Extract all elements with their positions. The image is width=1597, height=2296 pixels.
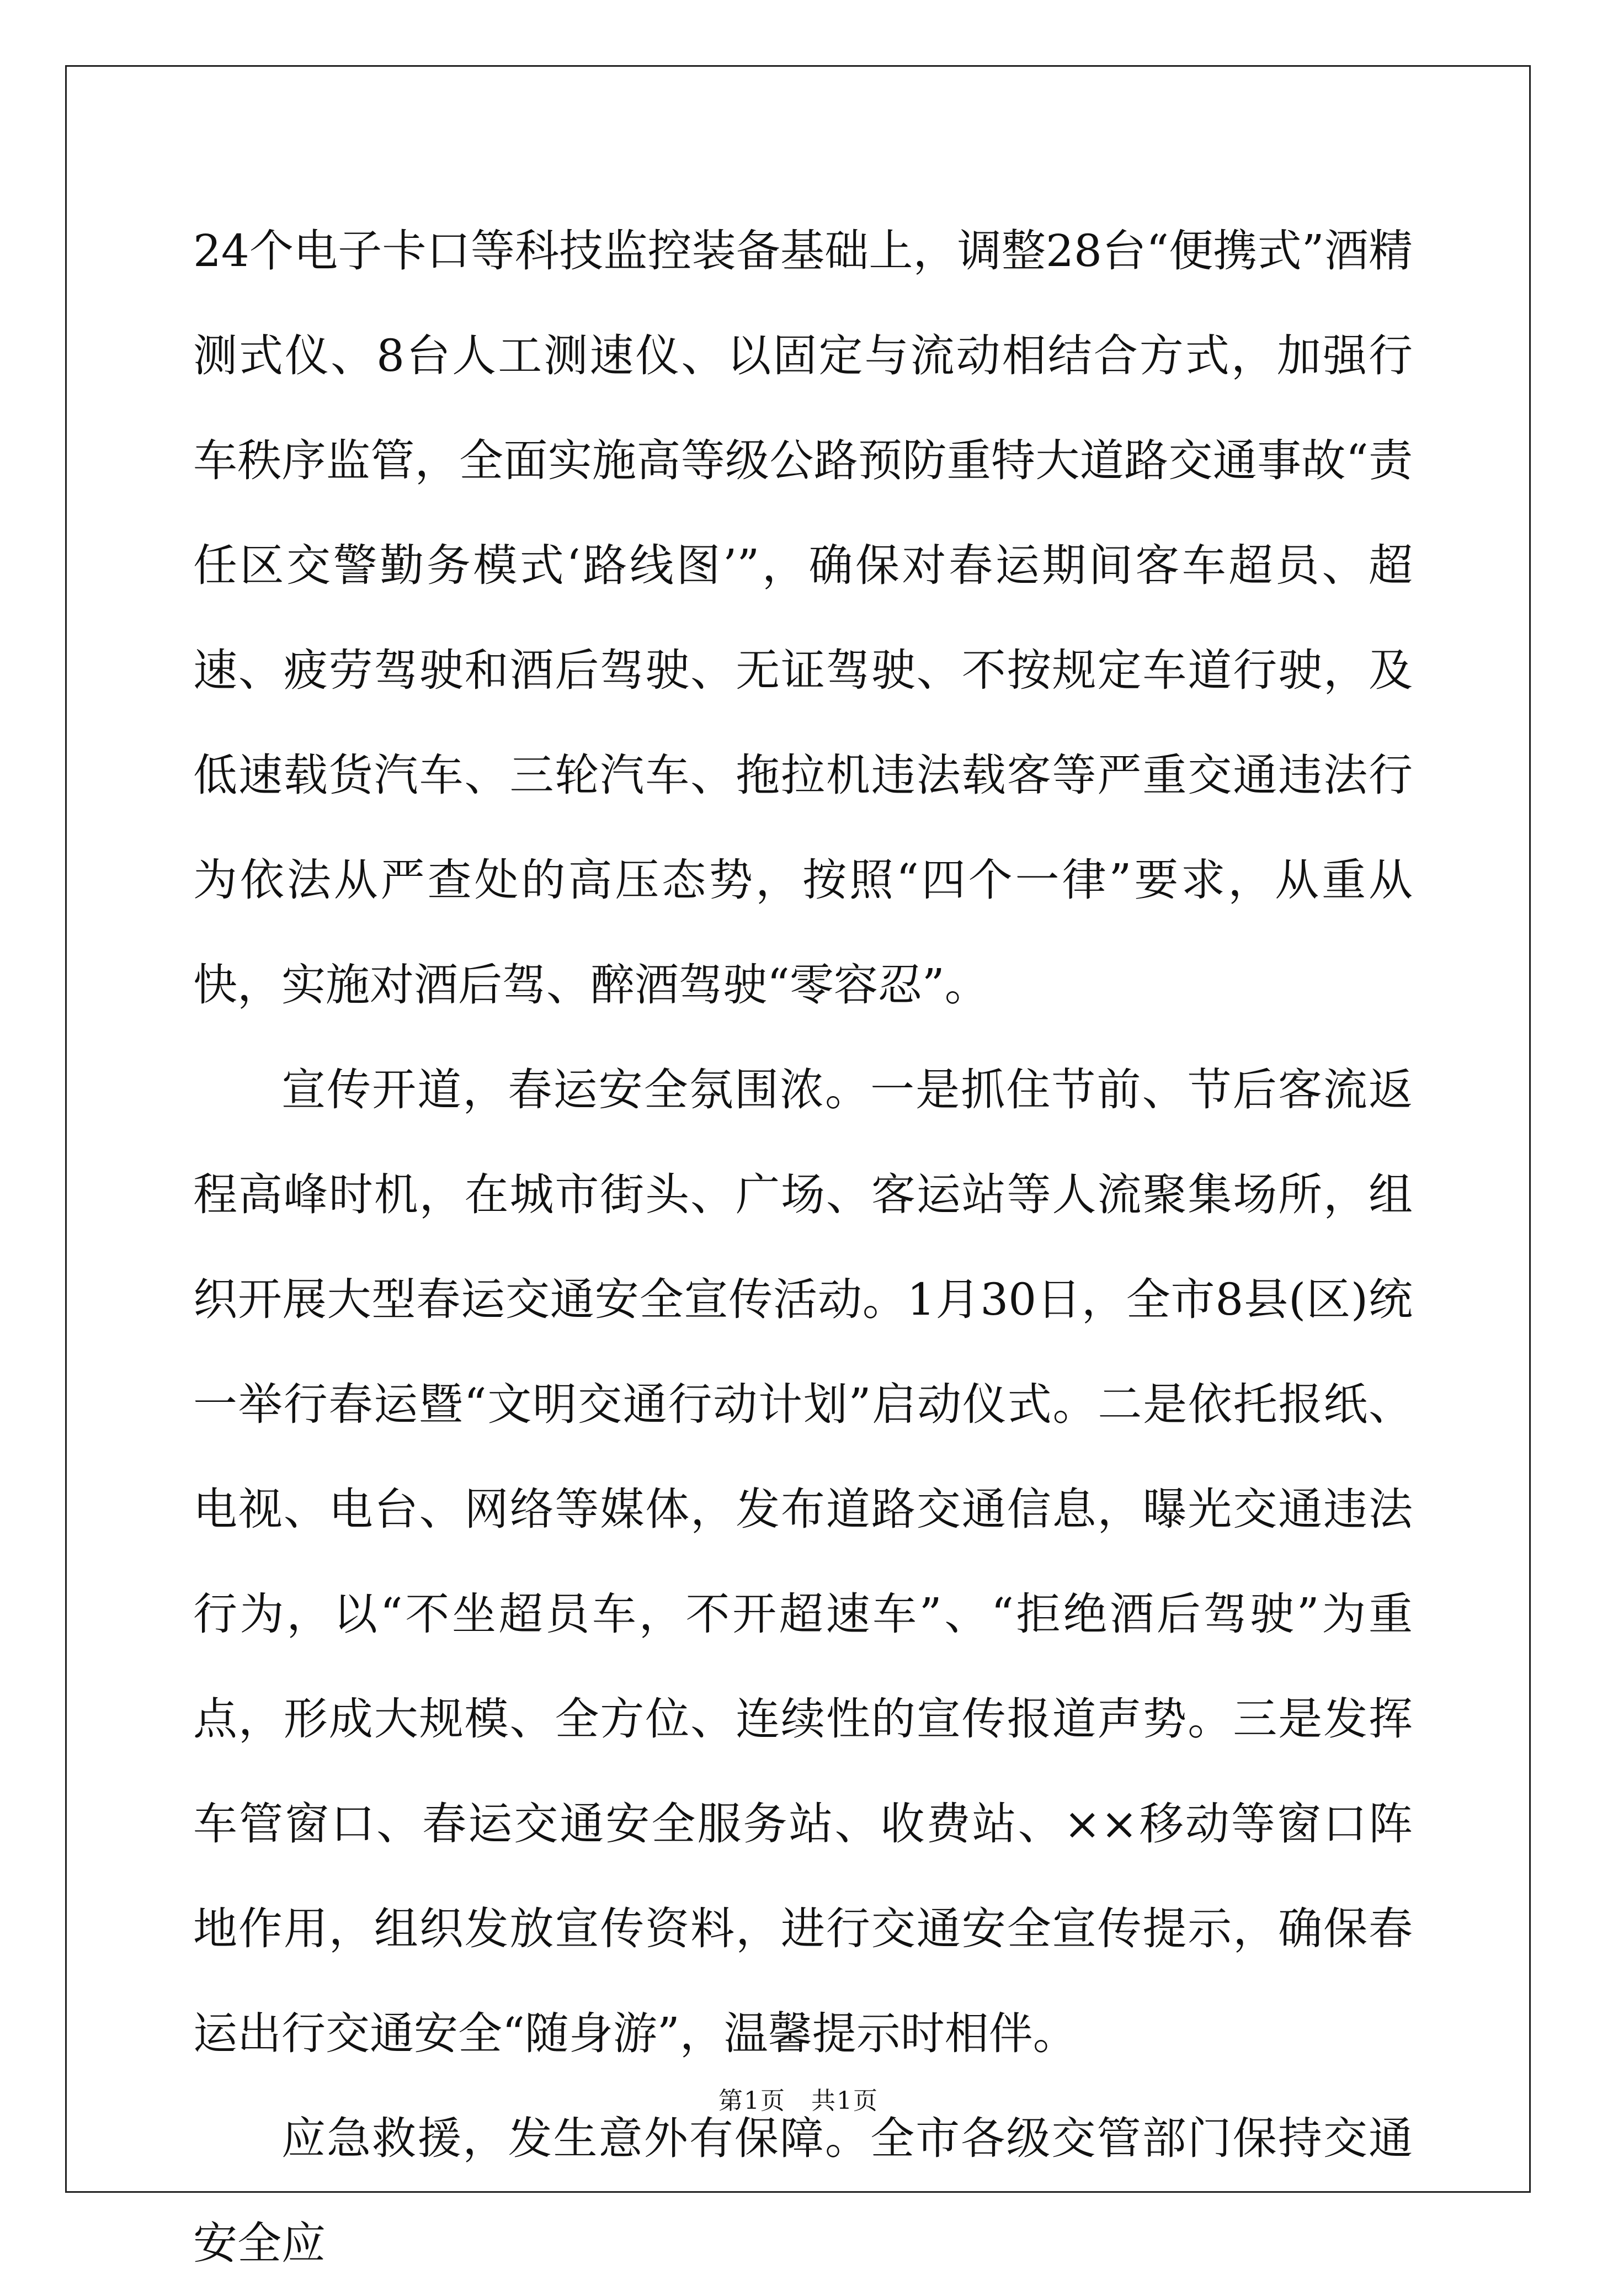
paragraph-emergency-rescue: 应急救援，发生意外有保障。全市各级交管部门保持交通安全应 — [193, 2113, 1413, 2269]
document-body — [193, 199, 1413, 2296]
page-number-footer: 第1页 共1页 — [718, 2087, 879, 2115]
paragraph-publicity: 宣传开道，春运安全氛围浓。一是抓住节前、节后客流返程高峰时机，在城市街头、广场、客运站等人流聚集场所，组织开展大型春运交通安全宣传活动。1月30日，全市8县(区)统一举行春运暨“文明交通行动计划”启动仪式。二是依托报纸、电视、电台、网络等媒体，发布道路交通信息，曝光交通违法行为，以“不坐超员车，不开超速车”、“拒绝酒后驾驶”为重点，形成大规模、全方位、连续性的宣传报道声势。三是发挥车管窗口、春运交通安全服务站、收费站、××移动等窗口阵地作用，组织发放宣传资料，进行交通安全宣传提示，确保春运出行交通安全“随身游”，温馨提示时相伴。 — [193, 1064, 1413, 2059]
paragraph-enforcement: 24个电子卡口等科技监控装备基础上，调整28台“便携式”酒精测式仪、8台人工测速仪、以固定与流动相结合方式，加强行车秩序监管，全面实施高等级公路预防重特大道路交通事故“责任区交警勤务模式‘路线图’”，确保对春运期间客车超员、超速、疲劳驾驶和酒后驾驶、无证驾驶、不按规定车道行驶，及低速载货汽车、三轮汽车、拖拉机违法载客等严重交通违法行为依法从严查处的高压态势，按照“四个一律”要求，从重从快，实施对酒后驾、醉酒驾驶“零容忍”。 — [193, 225, 1413, 1011]
